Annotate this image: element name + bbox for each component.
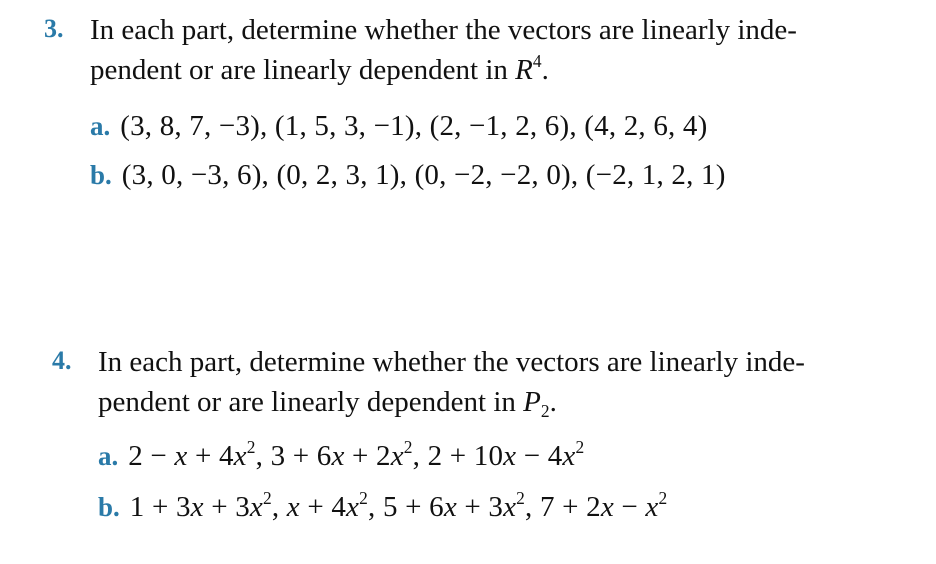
part-label: b. — [98, 492, 120, 522]
statement-line-1: In each part, determine whether the vectors are linearly inde- — [90, 14, 797, 46]
statement-line-2 — [98, 382, 805, 422]
statement-period: . — [549, 386, 557, 418]
part-a — [90, 110, 797, 143]
part-label: a. — [98, 441, 119, 471]
statement-line-2-text: pendent or are linearly dependent in — [98, 386, 516, 418]
statement-line-2 — [90, 50, 797, 90]
statement-period: . — [541, 54, 549, 86]
part-b — [90, 159, 797, 192]
part-expression: $2 - x + 4x^2$, $3 + 6x + 2x^2$, $2 + 10x - 4x^2$ — [128, 436, 585, 472]
part-expression: $1 + 3x + 3x^2$, $x + 4x^2$, $5 + 6x + 3x^2$, $7 + 2x - x^2$ — [129, 487, 668, 523]
part-b — [98, 487, 805, 524]
vector-space-subscript: 2 — [540, 401, 550, 422]
problem-number: 3. — [44, 14, 64, 43]
problem-3 — [44, 10, 797, 192]
part-expression: (3, 0, −3, 6), (0, 2, 3, 1), (0, −2, −2, 0), (−2, 1, 2, 1) — [121, 159, 726, 191]
problem-statement — [98, 342, 805, 422]
problem-4 — [52, 342, 805, 524]
statement-line-2-text: pendent or are linearly dependent in — [90, 54, 508, 86]
statement-line-1: In each part, determine whether the vectors are linearly inde- — [98, 346, 805, 378]
part-expression: (3, 8, 7, −3), (1, 5, 3, −1), (2, −1, 2, 6), (4, 2, 6, 4) — [120, 110, 708, 142]
problem-number: 4. — [52, 346, 72, 375]
vector-space: P — [523, 386, 541, 418]
problem-statement — [90, 10, 797, 90]
part-label: a. — [90, 111, 111, 141]
vector-space-superscript: 4 — [532, 50, 542, 71]
part-a — [98, 436, 805, 473]
vector-space: R — [515, 54, 533, 86]
part-label: b. — [90, 160, 112, 190]
